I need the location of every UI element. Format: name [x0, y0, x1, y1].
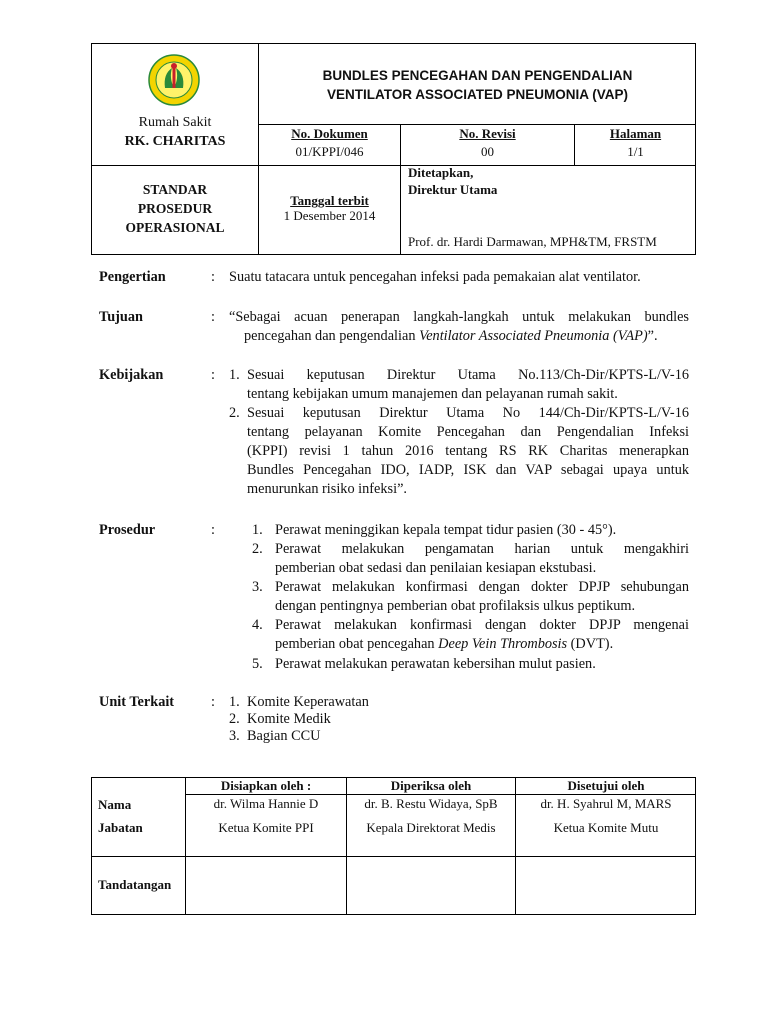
prosedur-item-line: Perawat melakukan konfirmasi dengan dokter DPJP mengenai — [275, 617, 689, 633]
page-label: Halaman — [609, 126, 662, 141]
kebijakan-item-line: Bundles Pencegahan IDO, IADP, ISK dan VAP sebagai upaya untuk — [247, 462, 689, 478]
tujuan-line2: pencegahan dan pengendalian Ventilator Associated Pneumonia (VAP)”. — [244, 328, 658, 344]
sop-line3: OPERASIONAL — [125, 220, 225, 235]
document-title-line1: BUNDLES PENCEGAHAN DAN PENGENDALIAN — [322, 68, 633, 83]
sig-nama-prepared: dr. Wilma Hannie D — [213, 796, 319, 811]
prosedur-item-number: 4. — [252, 617, 263, 633]
pengertian-text: Suatu tatacara untuk pencegahan infeksi pada pemakaian alat ventilator. — [229, 269, 641, 285]
revision-label: No. Revisi — [459, 126, 516, 141]
kebijakan-item-line: tentang kebijakan umum manajemen dan pelayanan rumah sakit. — [247, 386, 618, 402]
header-divider-h-title — [258, 124, 696, 125]
sig-divider-h1 — [185, 794, 696, 795]
prosedur-item-line: Perawat meninggikan kepala tempat tidur pasien (30 - 45°). — [275, 522, 617, 538]
prosedur-label: Prosedur — [99, 522, 156, 538]
prosedur-item-number: 2. — [252, 541, 263, 557]
page-value: 1/1 — [627, 144, 644, 159]
unit-item: Komite Medik — [247, 711, 331, 727]
unit-terkait-colon: : — [211, 694, 215, 710]
hospital-name-line1: Rumah Sakit — [138, 115, 212, 130]
sig-jabatan-approved: Ketua Komite Mutu — [553, 820, 659, 835]
prosedur-item-number: 5. — [252, 656, 263, 672]
hospital-logo — [148, 54, 200, 106]
hospital-name-line2: RK. CHARITAS — [124, 134, 226, 149]
sig-nama-approved: dr. H. Syahrul M, MARS — [540, 796, 672, 811]
kebijakan-colon: : — [211, 367, 215, 383]
kebijakan-item-line: tentang pelayanan Komite Pencegahan dan Pengendalian Infeksi — [247, 424, 689, 440]
issue-date-value: 1 Desember 2014 — [283, 208, 376, 223]
kebijakan-item-line: Sesuai keputusan Direktur Utama No.113/Ch-Dir/KPTS-L/V-16 — [247, 367, 689, 383]
kebijakan-item-line: Sesuai keputusan Direktur Utama No 144/Ch-Dir/KPTS-L/V-16 — [247, 405, 689, 421]
sop-line1: STANDAR — [142, 182, 208, 197]
approved-line1: Ditetapkan, — [408, 165, 474, 180]
tujuan-colon: : — [211, 309, 215, 325]
sig-row-label-jabatan: Jabatan — [98, 820, 143, 835]
tujuan-label: Tujuan — [99, 309, 143, 325]
sig-jabatan-checked: Kepala Direktorat Medis — [366, 820, 496, 835]
prosedur-item-line: pemberian obat pencegahan Deep Vein Thrombosis (DVT). — [275, 636, 614, 652]
pengertian-colon: : — [211, 269, 215, 285]
header-divider-h1 — [91, 165, 696, 166]
prosedur-item-line: pemberian obat sedasi dan penilaian kesiapan ekstubasi. — [275, 560, 597, 576]
sig-row-label-nama: Nama — [98, 797, 132, 812]
sig-jabatan-prepared: Ketua Komite PPI — [218, 820, 314, 835]
revision-value: 00 — [481, 144, 494, 159]
document-title-line2: VENTILATOR ASSOCIATED PNEUMONIA (VAP) — [326, 87, 628, 102]
unit-item: Komite Keperawatan — [247, 694, 369, 710]
tujuan-line1: “Sebagai acuan penerapan langkah-langkah untuk melakukan bundles — [229, 309, 689, 325]
prosedur-colon: : — [211, 522, 215, 538]
kebijakan-item-number: 1. — [229, 367, 240, 383]
unit-item-number: 1. — [229, 694, 240, 710]
sig-header-prepared: Disiapkan oleh : — [220, 778, 312, 793]
kebijakan-label: Kebijakan — [99, 367, 164, 383]
sig-row-label-tandatangan: Tandatangan — [98, 877, 172, 892]
sig-divider-h2 — [91, 856, 696, 857]
doc-number-value: 01/KPPI/046 — [295, 144, 364, 159]
prosedur-item-line: dengan pentingnya pemberian obat profilaksis ulkus peptikum. — [275, 598, 636, 614]
approved-name: Prof. dr. Hardi Darmawan, MPH&TM, FRSTM — [408, 234, 657, 249]
pengertian-label: Pengertian — [99, 269, 166, 285]
prosedur-item-line: Perawat melakukan konfirmasi dengan dokter DPJP sehubungan — [275, 579, 689, 595]
kebijakan-item-number: 2. — [229, 405, 240, 421]
unit-item: Bagian CCU — [247, 728, 321, 744]
unit-item-number: 2. — [229, 711, 240, 727]
prosedur-item-number: 1. — [252, 522, 263, 538]
approved-line2: Direktur Utama — [408, 182, 498, 197]
prosedur-item-number: 3. — [252, 579, 263, 595]
sig-header-approved: Disetujui oleh — [567, 778, 645, 793]
prosedur-item-line: Perawat melakukan pengamatan harian untuk mengakhiri — [275, 541, 689, 557]
sop-line2: PROSEDUR — [137, 201, 213, 216]
kebijakan-item-line: menurunkan risiko infeksi”. — [247, 481, 408, 497]
prosedur-item-line: Perawat melakukan perawatan kebersihan mulut pasien. — [275, 656, 596, 672]
sig-nama-checked: dr. B. Restu Widaya, SpB — [364, 796, 498, 811]
unit-terkait-label: Unit Terkait — [99, 694, 175, 710]
doc-number-label: No. Dokumen — [291, 126, 368, 141]
unit-item-number: 3. — [229, 728, 240, 744]
issue-date-label: Tanggal terbit — [290, 193, 369, 208]
sig-header-checked: Diperiksa oleh — [390, 778, 472, 793]
kebijakan-item-line: (KPPI) revisi 1 tahun 2016 tentang RS RK Charitas menerapkan — [247, 443, 689, 459]
